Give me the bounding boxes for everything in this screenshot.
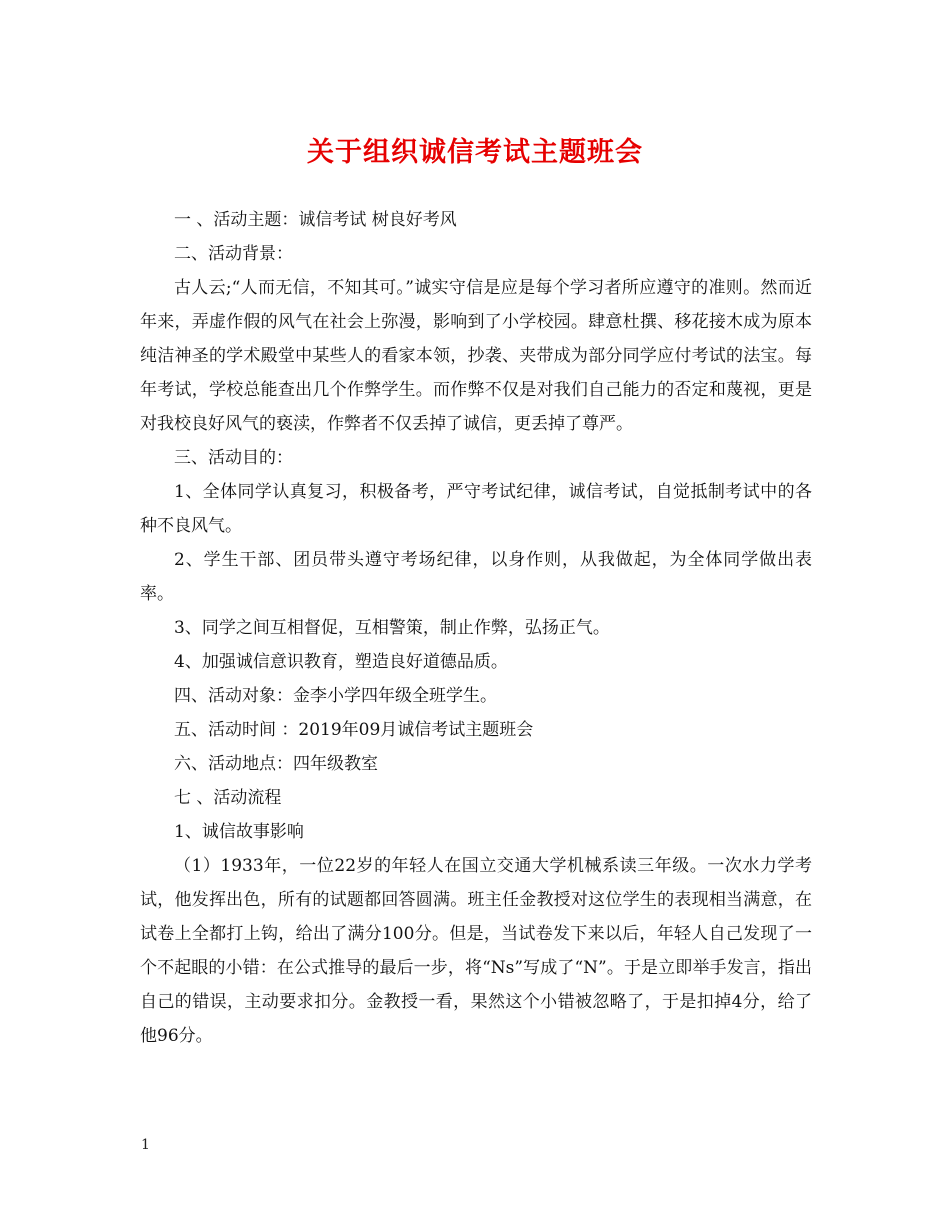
paragraph-activity-theme: 一 、活动主题：诚信考试 树良好考风 — [174, 210, 457, 230]
paragraph-story-1: （1）1933年，一位22岁的年轻人在国立交通大学机械系读三年级。一次水力学考试，他发挥出色，所有的试题都回答圆满。班主任金教授对这位学生的表现相当满意，在试卷上全都打上钩，给出了满分100分。但是，当试卷发下来以后，年轻人自己发现了一个不起眼的小错：在公式推导的最后一步，将“Ns”写成了“N”。于是立即举手发言，指出自己的错误，主动要求扣分。金教授一看，果然这个小错被忽略了，于是扣掉4分，给了他96分。 — [140, 856, 812, 1046]
paragraph-purpose-4: 4、加强诚信意识教育，塑造良好道德品质。 — [174, 652, 508, 672]
document-body — [140, 203, 812, 1053]
paragraph-story-heading: 1、诚信故事影响 — [174, 822, 304, 842]
paragraph-purpose-heading: 三、活动目的： — [174, 448, 293, 468]
document-title: 关于组织诚信考试主题班会 — [307, 137, 643, 168]
paragraph-background-text: 古人云;“人而无信，不知其可。”诚实守信是应是每个学习者所应遵守的准则。然而近年来，弄虚作假的风气在社会上弥漫，影响到了小学校园。肆意杜撰、移花接木成为原本纯洁神圣的学术殿堂中某些人的看家本领，抄袭、夹带成为部分同学应付考试的法宝。每年考试，学校总能查出几个作弊学生。而作弊不仅是对我们自己能力的否定和蔑视，更是对我校良好风气的亵渎，作弊者不仅丢掉了诚信，更丢掉了尊严。 — [140, 278, 812, 434]
page-number: 1 — [141, 1137, 150, 1153]
paragraph-time: 五、活动时间 ：2019年09月诚信考试主题班会 — [174, 720, 534, 740]
paragraph-audience: 四、活动对象：金李小学四年级全班学生。 — [174, 686, 497, 706]
paragraph-background-heading: 二、活动背景： — [174, 244, 293, 264]
paragraph-process-heading: 七 、活动流程 — [174, 788, 282, 808]
paragraph-purpose-2: 2、学生干部、团员带头遵守考场纪律，以身作则，从我做起，为全体同学做出表率。 — [140, 550, 812, 604]
paragraph-purpose-3: 3、同学之间互相督促，互相警策，制止作弊，弘扬正气。 — [174, 618, 610, 638]
paragraph-location: 六、活动地点：四年级教室 — [174, 754, 378, 774]
paragraph-purpose-1: 1、全体同学认真复习，积极备考，严守考试纪律，诚信考试，自觉抵制考试中的各种不良风气。 — [140, 482, 812, 536]
